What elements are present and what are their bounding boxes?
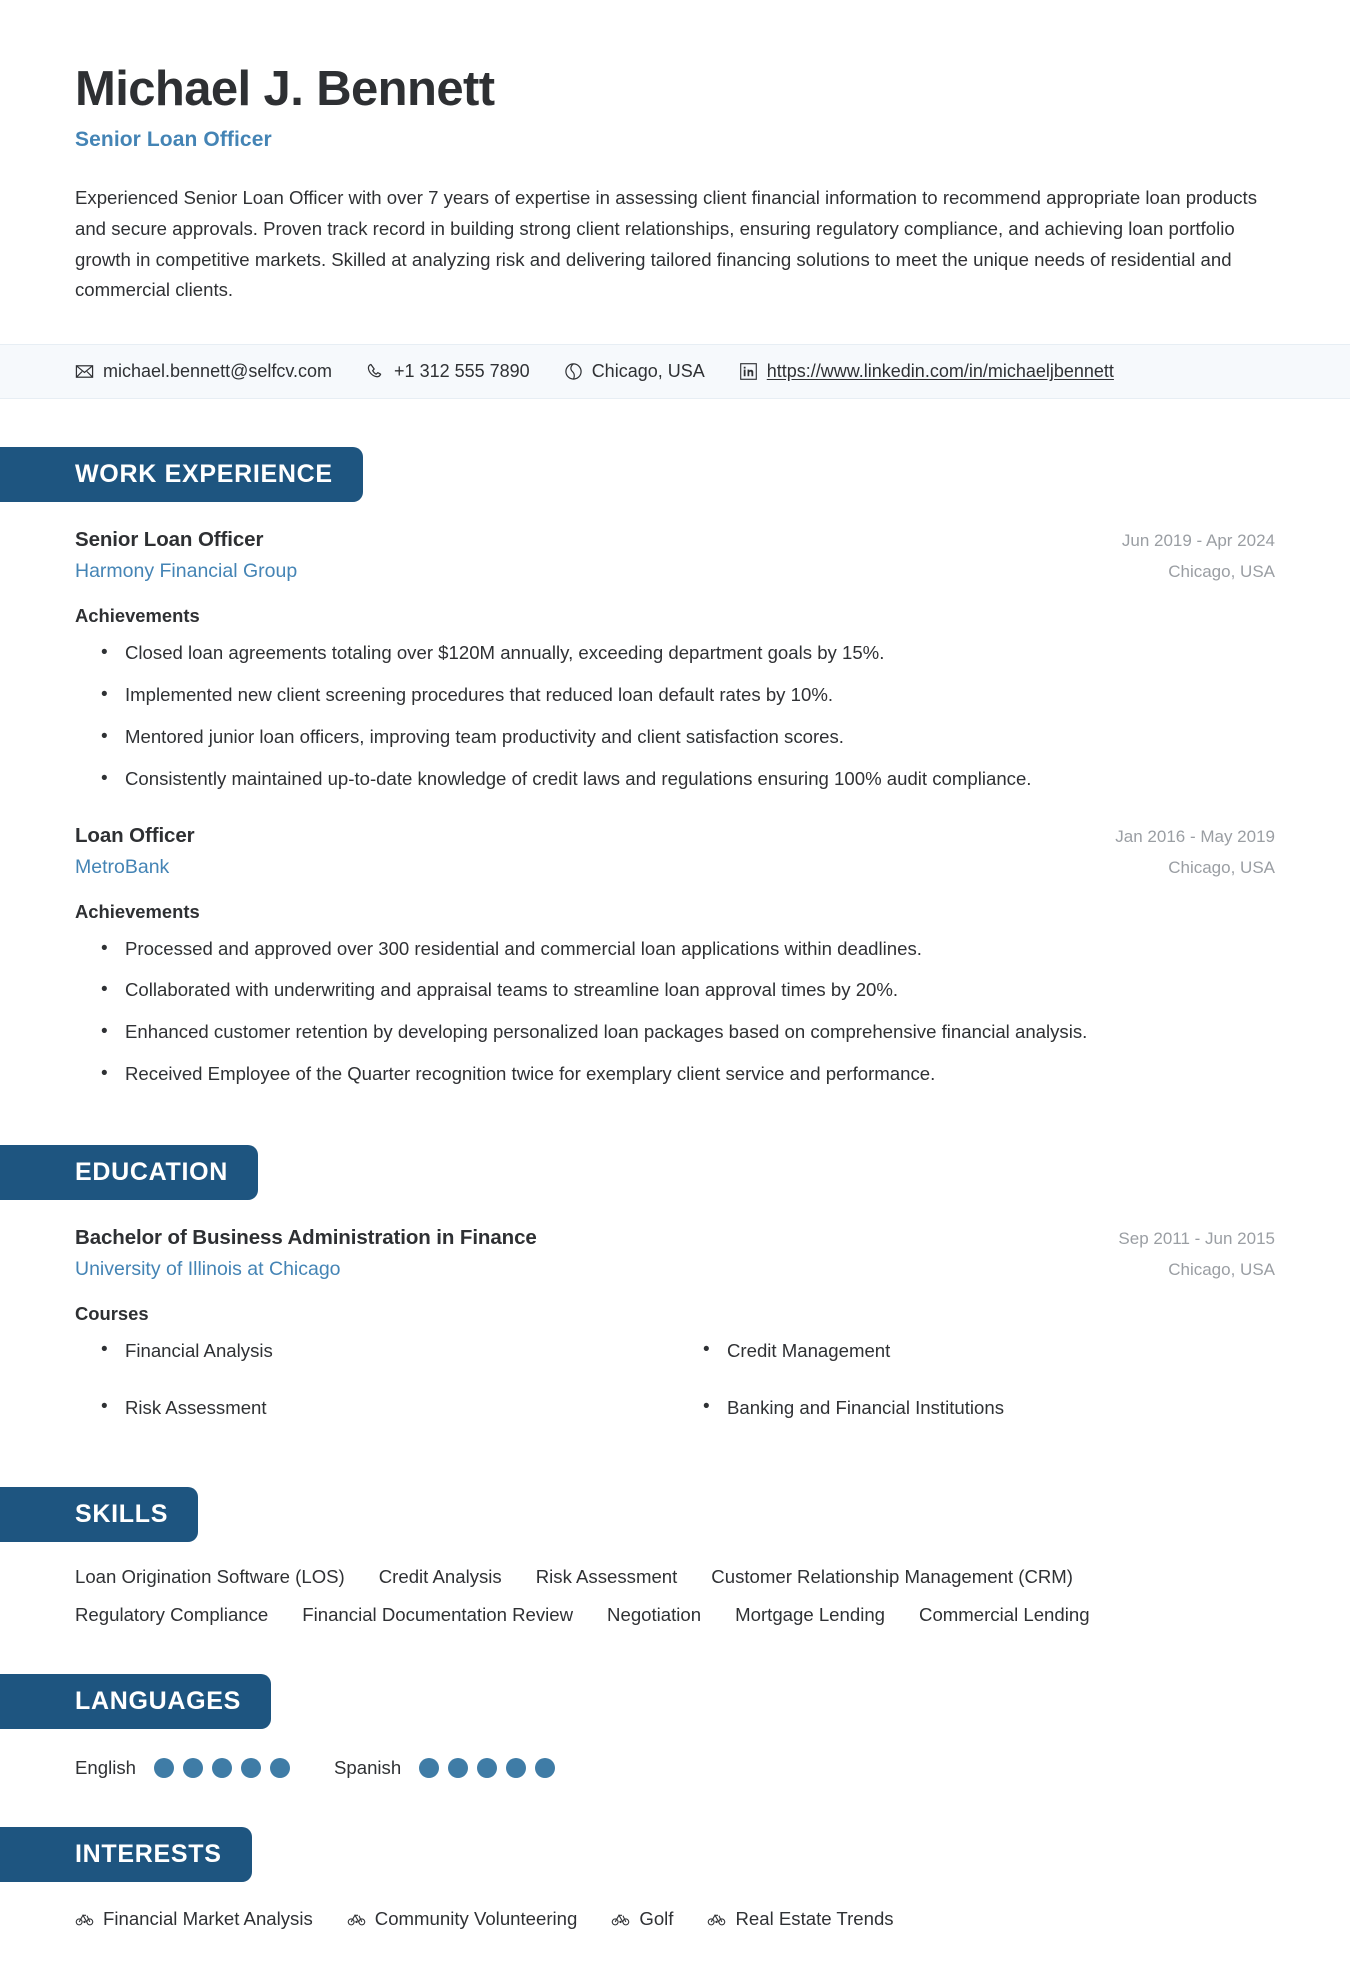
education-entry-location: Chicago, USA <box>1168 1259 1275 1279</box>
education-entry <box>75 1226 1275 1451</box>
work-entry-bullets <box>75 935 1275 1089</box>
skill-item: Commercial Lending <box>919 1603 1090 1625</box>
full-name: Michael J. Bennett <box>75 62 495 116</box>
bullet-item: • Mentored junior loan officers, improving team productivity and client satisfaction scores. <box>119 723 1275 752</box>
bullet-item: • Collaborated with underwriting and appraisal teams to streamline loan approval times by 20%. <box>119 976 1275 1005</box>
language-level-dot <box>477 1758 497 1778</box>
skill-item: Regulatory Compliance <box>75 1603 269 1625</box>
bicycle-icon <box>611 1909 630 1928</box>
section-heading-work-experience: WORK EXPERIENCE <box>0 447 363 502</box>
interest-label: Community Volunteering <box>374 1907 578 1929</box>
work-entry-sublabel: Achievements <box>75 900 200 922</box>
section-heading-skills: SKILLS <box>0 1487 198 1542</box>
bullet-item: • Processed and approved over 300 residential and commercial loan applications within deadlines. <box>119 935 1275 964</box>
work-entry-dates: Jun 2019 - Apr 2024 <box>1121 531 1275 551</box>
language-item <box>75 1757 290 1779</box>
language-level-dot <box>154 1758 174 1778</box>
work-entry <box>75 824 1275 1089</box>
course-item: • Risk Assessment <box>119 1394 673 1422</box>
skill-item: Risk Assessment <box>535 1565 678 1587</box>
contact-location[interactable] <box>564 361 705 382</box>
language-level-dot <box>270 1758 290 1778</box>
phone-icon <box>366 362 385 381</box>
resume-header <box>0 0 1350 306</box>
interest-label: Golf <box>639 1907 674 1929</box>
professional-summary: Experienced Senior Loan Officer with over 7 years of expertise in assessing client financial information to recommend appropriate loan products and secure approvals. Proven track record in building strong client relationships, ensuring regulatory compliance, and achieving loan portfolio growth in competitive markets. Skilled at analyzing risk and delivering tailored financing solutions to meet the unique needs of residential and commercial clients. <box>75 186 1258 301</box>
language-level-dot <box>212 1758 232 1778</box>
contact-bar <box>0 344 1350 399</box>
email-icon <box>75 362 94 381</box>
skill-item: Loan Origination Software (LOS) <box>75 1565 345 1587</box>
work-entry-bullets <box>75 639 1275 793</box>
bullet-item: • Implemented new client screening procedures that reduced loan default rates by 10%. <box>119 681 1275 710</box>
education-courses-list <box>75 1337 1275 1451</box>
section-heading-interests: INTERESTS <box>0 1827 252 1882</box>
language-item <box>334 1757 555 1779</box>
work-entry-title: Loan Officer <box>75 823 195 847</box>
language-level-dot <box>535 1758 555 1778</box>
bullet-item: • Consistently maintained up-to-date knowledge of credit laws and regulations ensuring 100% audit compliance. <box>119 765 1275 794</box>
interest-label: Financial Market Analysis <box>103 1907 313 1929</box>
skill-item: Credit Analysis <box>378 1565 502 1587</box>
work-entry-sublabel: Achievements <box>75 605 200 627</box>
section-heading-languages: LANGUAGES <box>0 1674 271 1729</box>
skills-row <box>75 1566 1275 1588</box>
contact-linkedin[interactable] <box>739 361 1114 382</box>
bullet-item: • Closed loan agreements totaling over $120M annually, exceeding department goals by 15%. <box>119 639 1275 668</box>
work-entry-title: Senior Loan Officer <box>75 528 264 552</box>
job-title: Senior Loan Officer <box>75 127 272 151</box>
work-entry-location: Chicago, USA <box>1168 562 1275 582</box>
language-name: Spanish <box>333 1756 402 1778</box>
education-entry-sublabel: Courses <box>75 1302 149 1324</box>
work-entry-dates: Jan 2016 - May 2019 <box>1115 826 1275 846</box>
contact-phone[interactable] <box>366 361 530 382</box>
bicycle-icon <box>75 1909 94 1928</box>
education-entry-dates: Sep 2011 - Jun 2015 <box>1118 1228 1275 1248</box>
work-entry-organization[interactable]: Harmony Financial Group <box>75 560 298 583</box>
contact-location-label: Chicago, USA <box>591 361 705 382</box>
contact-email[interactable] <box>75 361 332 382</box>
education-entry-title: Bachelor of Business Administration in Finance <box>75 1225 537 1249</box>
language-level-dot <box>241 1758 261 1778</box>
language-level-dots <box>419 1758 555 1778</box>
language-level-dot <box>506 1758 526 1778</box>
section-interests <box>0 1827 1350 1930</box>
skill-item: Customer Relationship Management (CRM) <box>711 1565 1073 1587</box>
language-name: English <box>75 1756 136 1778</box>
bicycle-icon <box>707 1909 726 1928</box>
language-level-dot <box>419 1758 439 1778</box>
skill-item: Financial Documentation Review <box>302 1603 574 1625</box>
bullet-item: • Enhanced customer retention by developing personalized loan packages based on comprehensive financial analysis. <box>119 1018 1275 1047</box>
linkedin-icon <box>739 362 758 381</box>
work-entry <box>75 528 1275 793</box>
work-entry-location: Chicago, USA <box>1168 857 1275 877</box>
section-work-experience <box>0 447 1350 1089</box>
contact-phone-label: +1 312 555 7890 <box>394 361 530 382</box>
section-education <box>0 1145 1350 1451</box>
interest-item <box>611 1908 673 1930</box>
language-level-dot <box>448 1758 468 1778</box>
course-item: • Banking and Financial Institutions <box>721 1394 1275 1422</box>
education-entry-organization[interactable]: University of Illinois at Chicago <box>75 1257 341 1280</box>
course-item: • Financial Analysis <box>119 1337 673 1365</box>
bullet-item: • Received Employee of the Quarter recognition twice for exemplary client service and performance. <box>119 1060 1275 1089</box>
section-skills <box>0 1487 1350 1626</box>
interest-label: Real Estate Trends <box>735 1907 894 1929</box>
course-item: • Credit Management <box>721 1337 1275 1365</box>
section-languages <box>0 1674 1350 1779</box>
contact-email-label: michael.bennett@selfcv.com <box>103 361 333 382</box>
work-entry-organization[interactable]: MetroBank <box>75 855 170 878</box>
language-level-dot <box>183 1758 203 1778</box>
skills-row <box>75 1604 1275 1626</box>
interest-item <box>347 1908 578 1930</box>
skill-item: Negotiation <box>607 1603 702 1625</box>
section-heading-education: EDUCATION <box>0 1145 258 1200</box>
skill-item: Mortgage Lending <box>735 1603 886 1625</box>
contact-linkedin-label[interactable]: https://www.linkedin.com/in/michaeljbennett <box>766 361 1114 382</box>
interest-item <box>75 1908 313 1930</box>
language-level-dots <box>154 1758 290 1778</box>
bicycle-icon <box>347 1909 366 1928</box>
location-icon <box>564 362 583 381</box>
interest-item <box>707 1908 893 1930</box>
